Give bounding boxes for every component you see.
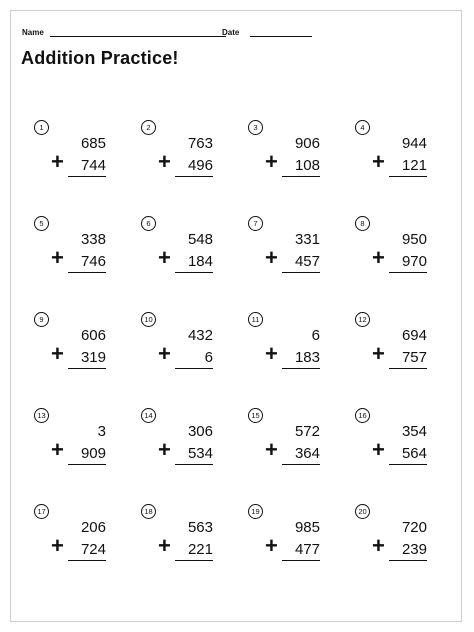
top-addend: 572 xyxy=(294,423,320,440)
bottom-addend: 239 xyxy=(401,541,427,558)
bottom-addend: 319 xyxy=(80,349,106,366)
plus-sign: + xyxy=(158,341,171,366)
top-addend: 354 xyxy=(401,423,427,440)
problem-item xyxy=(32,312,139,408)
plus-sign: + xyxy=(265,341,278,366)
name-label: Name xyxy=(22,28,44,37)
plus-sign: + xyxy=(51,437,64,462)
answer-line xyxy=(389,272,427,273)
problem-item xyxy=(139,504,246,600)
problem-item xyxy=(246,504,353,600)
problem-number: 14 xyxy=(141,408,156,423)
problem-number: 6 xyxy=(141,216,156,231)
problem-number: 11 xyxy=(248,312,263,327)
answer-line xyxy=(175,560,213,561)
bottom-addend: 183 xyxy=(294,349,320,366)
answer-line xyxy=(282,368,320,369)
plus-sign: + xyxy=(265,533,278,558)
problem-number: 17 xyxy=(34,504,49,519)
bottom-addend: 121 xyxy=(401,157,427,174)
plus-sign: + xyxy=(372,437,385,462)
problem-item xyxy=(32,504,139,600)
plus-sign: + xyxy=(372,149,385,174)
bottom-addend: 757 xyxy=(401,349,427,366)
problem-item xyxy=(32,120,139,216)
problem-number: 4 xyxy=(355,120,370,135)
problem-item xyxy=(139,312,246,408)
problem-item xyxy=(353,216,460,312)
answer-line xyxy=(389,368,427,369)
problem-number: 16 xyxy=(355,408,370,423)
plus-sign: + xyxy=(158,245,171,270)
problem-item xyxy=(246,408,353,504)
problem-number: 18 xyxy=(141,504,156,519)
bottom-addend: 564 xyxy=(401,445,427,462)
plus-sign: + xyxy=(372,533,385,558)
top-addend: 685 xyxy=(80,135,106,152)
problem-number: 3 xyxy=(248,120,263,135)
page-title: Addition Practice! xyxy=(21,48,179,68)
top-addend: 338 xyxy=(80,231,106,248)
plus-sign: + xyxy=(265,245,278,270)
plus-sign: + xyxy=(51,533,64,558)
top-addend: 3 xyxy=(97,423,106,440)
top-addend: 763 xyxy=(187,135,213,152)
problem-item xyxy=(246,312,353,408)
name-blank-line xyxy=(50,36,226,37)
problem-number: 13 xyxy=(34,408,49,423)
problem-item xyxy=(32,408,139,504)
problem-number: 8 xyxy=(355,216,370,231)
problem-number: 10 xyxy=(141,312,156,327)
top-addend: 432 xyxy=(187,327,213,344)
bottom-addend: 724 xyxy=(80,541,106,558)
answer-line xyxy=(282,560,320,561)
problem-number: 5 xyxy=(34,216,49,231)
top-addend: 985 xyxy=(294,519,320,536)
problem-number: 7 xyxy=(248,216,263,231)
problem-item xyxy=(353,408,460,504)
bottom-addend: 6 xyxy=(204,349,213,366)
bottom-addend: 457 xyxy=(294,253,320,270)
problem-number: 1 xyxy=(34,120,49,135)
top-addend: 950 xyxy=(401,231,427,248)
top-addend: 563 xyxy=(187,519,213,536)
top-addend: 906 xyxy=(294,135,320,152)
answer-line xyxy=(68,368,106,369)
answer-line xyxy=(389,464,427,465)
top-addend: 6 xyxy=(311,327,320,344)
problem-grid xyxy=(32,120,452,600)
bottom-addend: 364 xyxy=(294,445,320,462)
plus-sign: + xyxy=(158,149,171,174)
plus-sign: + xyxy=(51,245,64,270)
problem-number: 9 xyxy=(34,312,49,327)
top-addend: 694 xyxy=(401,327,427,344)
plus-sign: + xyxy=(51,341,64,366)
answer-line xyxy=(68,176,106,177)
bottom-addend: 221 xyxy=(187,541,213,558)
bottom-addend: 477 xyxy=(294,541,320,558)
bottom-addend: 534 xyxy=(187,445,213,462)
answer-line xyxy=(68,560,106,561)
problem-item xyxy=(139,216,246,312)
date-label: Date xyxy=(222,28,240,37)
top-addend: 331 xyxy=(294,231,320,248)
plus-sign: + xyxy=(51,149,64,174)
bottom-addend: 970 xyxy=(401,253,427,270)
problem-item xyxy=(139,408,246,504)
bottom-addend: 496 xyxy=(187,157,213,174)
answer-line xyxy=(68,272,106,273)
bottom-addend: 108 xyxy=(294,157,320,174)
problem-number: 19 xyxy=(248,504,263,519)
plus-sign: + xyxy=(265,149,278,174)
bottom-addend: 184 xyxy=(187,253,213,270)
problem-item xyxy=(353,312,460,408)
plus-sign: + xyxy=(372,245,385,270)
problem-item xyxy=(353,504,460,600)
top-addend: 606 xyxy=(80,327,106,344)
answer-line xyxy=(175,176,213,177)
plus-sign: + xyxy=(158,533,171,558)
plus-sign: + xyxy=(372,341,385,366)
bottom-addend: 746 xyxy=(80,253,106,270)
answer-line xyxy=(282,464,320,465)
top-addend: 548 xyxy=(187,231,213,248)
answer-line xyxy=(175,272,213,273)
problem-item xyxy=(353,120,460,216)
problem-item xyxy=(139,120,246,216)
answer-line xyxy=(175,464,213,465)
answer-line xyxy=(389,560,427,561)
top-addend: 944 xyxy=(401,135,427,152)
problem-item xyxy=(32,216,139,312)
problem-item xyxy=(246,216,353,312)
top-addend: 720 xyxy=(401,519,427,536)
problem-item xyxy=(246,120,353,216)
answer-line xyxy=(282,176,320,177)
worksheet-header xyxy=(22,26,452,40)
bottom-addend: 744 xyxy=(80,157,106,174)
top-addend: 206 xyxy=(80,519,106,536)
plus-sign: + xyxy=(158,437,171,462)
answer-line xyxy=(175,368,213,369)
problem-number: 15 xyxy=(248,408,263,423)
answer-line xyxy=(389,176,427,177)
problem-number: 20 xyxy=(355,504,370,519)
problem-number: 12 xyxy=(355,312,370,327)
date-blank-line xyxy=(250,36,312,37)
plus-sign: + xyxy=(265,437,278,462)
answer-line xyxy=(282,272,320,273)
bottom-addend: 909 xyxy=(80,445,106,462)
problem-number: 2 xyxy=(141,120,156,135)
top-addend: 306 xyxy=(187,423,213,440)
answer-line xyxy=(68,464,106,465)
